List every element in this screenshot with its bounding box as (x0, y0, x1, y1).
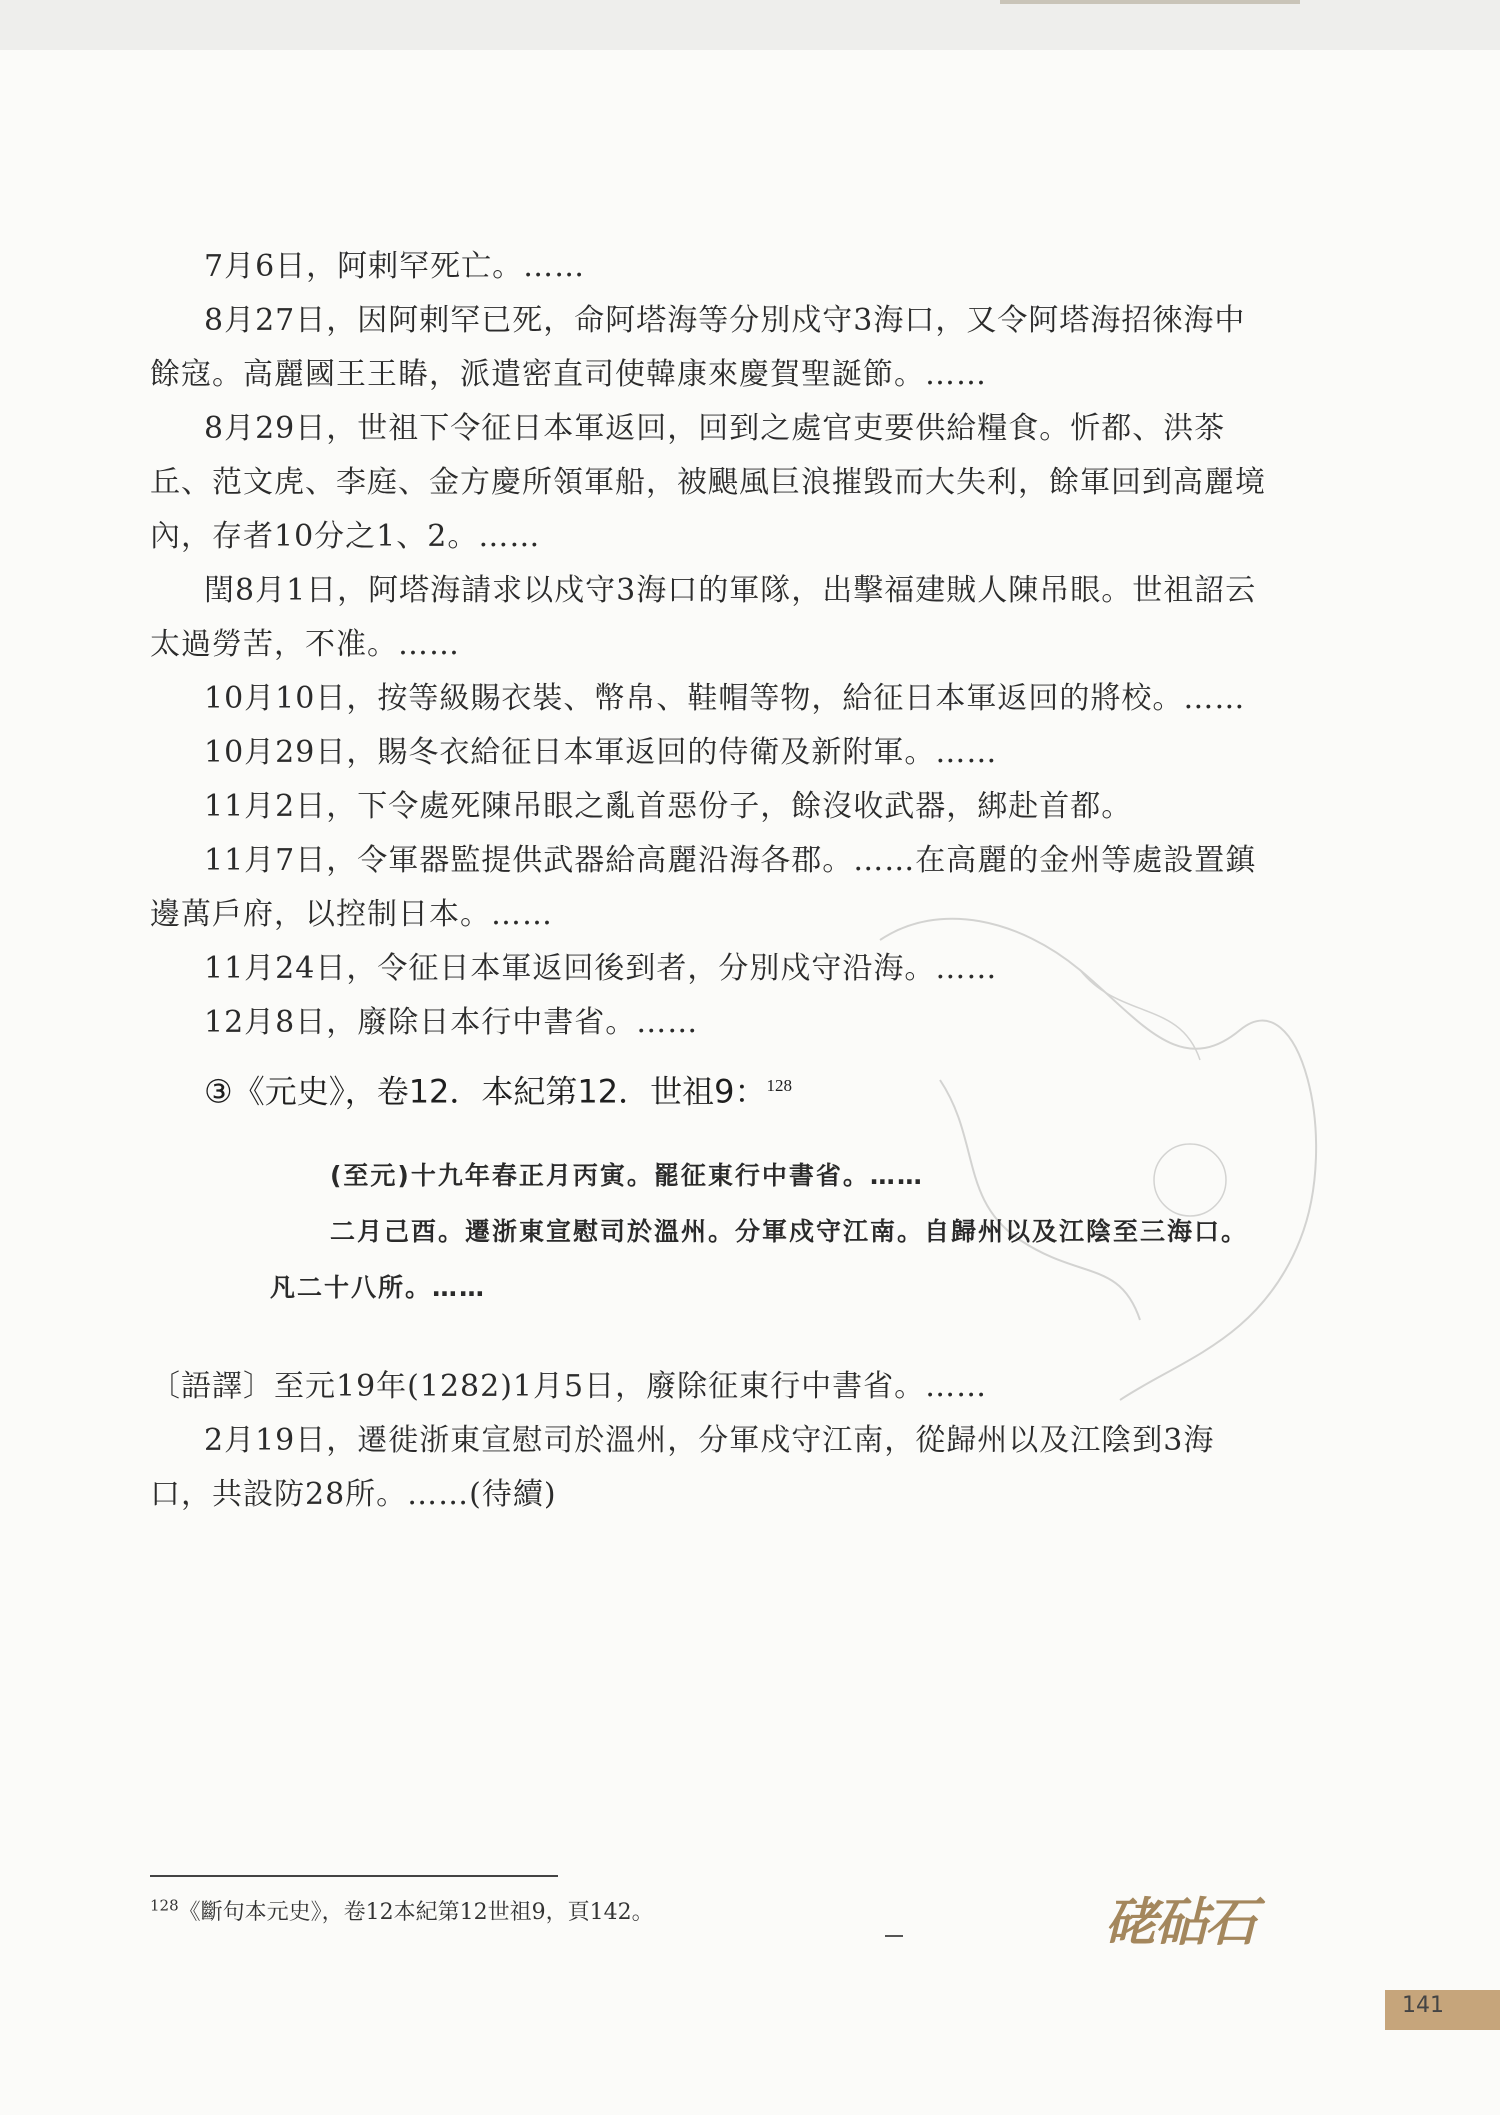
footnote (150, 1895, 654, 1926)
source-heading (150, 1058, 1270, 1120)
scan-top-band (0, 0, 1500, 50)
quote-line: (至元)十九年春正月丙寅。罷征東行中書省。…… (330, 1161, 924, 1190)
page-number: 141 (1402, 1993, 1444, 2018)
translation-block (150, 1360, 1270, 1522)
paragraph: 11月24日，令征日本軍返回後到者，分別戍守沿海。…… (204, 951, 998, 986)
translation-line: 〔語譯〕至元19年(1282)1月5日，廢除征東行中書省。…… (150, 1369, 988, 1404)
paragraph: 11月7日，令軍器監提供武器給高麗沿海各郡。……在高麗的金州等處設置鎮邊萬戶府，以控制日本。…… (150, 843, 1257, 932)
scan-top-edge-mark (1000, 0, 1300, 4)
footnote-ref[interactable]: 128 (766, 1076, 792, 1095)
quote-line: 二月己酉。遷浙東宣慰司於溫州。分軍戍守江南。自歸州以及江陰至三海口。凡二十八所。…… (270, 1217, 1249, 1302)
paragraph: 8月27日，因阿剌罕已死，命阿塔海等分別戍守3海口，又令阿塔海招徠海中餘寇。高麗國王王睶，派遣密直司使韓康來慶賀聖誕節。…… (150, 303, 1246, 392)
footnote-text: 《斷句本元史》，卷12本紀第12世祖9，頁142。 (178, 1900, 654, 1925)
paragraph: 11月2日，下令處死陳吊眼之亂首惡份子，餘沒收武器，綁赴首都。 (204, 789, 1133, 824)
source-heading-text: ③《元史》，卷12．本紀第12．世祖9： (204, 1072, 767, 1111)
paragraph: 閏8月1日，阿塔海請求以戍守3海口的軍隊，出擊福建賊人陳吊眼。世祖詔云太過勞苦，不准。…… (150, 573, 1257, 662)
paragraph: 10月29日，賜冬衣給征日本軍返回的侍衛及新附軍。…… (204, 735, 998, 770)
paragraph: 8月29日，世祖下令征日本軍返回，回到之處官吏要供給糧食。忻都、洪茶丘、范文虎、李庭、金方慶所領軍船，被颶風巨浪摧毀而大失利，餘軍回到高麗境內，存者10分之1、2。…… (150, 411, 1266, 554)
paragraph: 7月6日，阿剌罕死亡。…… (204, 249, 586, 284)
paragraph: 10月10日，按等級賜衣裝、幣帛、鞋帽等物，給征日本軍返回的將校。…… (204, 681, 1246, 716)
footnote-divider (150, 1875, 558, 1877)
paragraph: 12月8日，廢除日本行中書省。…… (204, 1005, 699, 1040)
translation-line: 2月19日，遷徙浙東宣慰司於溫州，分軍戍守江南，從歸州以及江陰到3海口，共設防28所。……(待續) (150, 1423, 1215, 1512)
scan-speck (885, 1935, 903, 1937)
publisher-logo: 硓砧石 (1105, 1892, 1256, 1953)
footnote-number: 128 (150, 1896, 179, 1915)
main-text-block (150, 240, 1270, 1120)
classical-quote (270, 1148, 1270, 1316)
